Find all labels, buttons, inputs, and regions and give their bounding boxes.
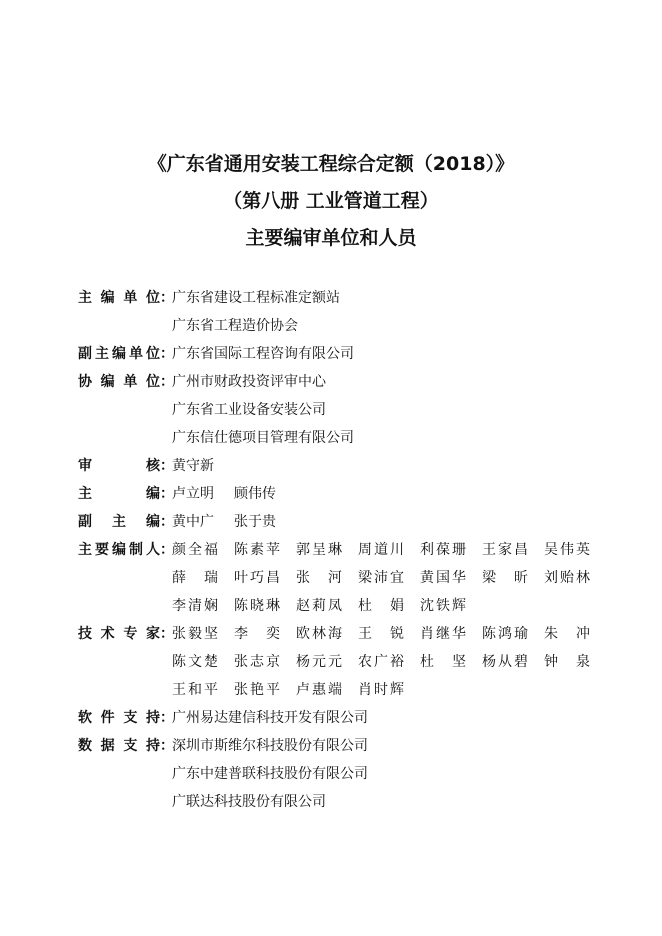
- entry-values: [172, 536, 618, 620]
- entry-value: 广东省工业设备安装公司: [172, 402, 326, 418]
- entry-label-colon: ：: [160, 290, 174, 306]
- entry-values: [172, 704, 618, 732]
- person-name: 郭呈琳: [296, 542, 342, 558]
- person-name: 陈鸿瑜: [482, 626, 528, 642]
- entry-label-text: 主要编制人: [78, 542, 160, 558]
- entry-label-text: 主编: [78, 486, 160, 502]
- name-line: [172, 480, 618, 508]
- entry-value: 广东省工程造价协会: [172, 318, 298, 334]
- person-name: 王和平: [172, 682, 218, 698]
- person-name: 梁沛宜: [358, 570, 404, 586]
- entry-values: [172, 340, 618, 368]
- entry-values: [172, 284, 618, 340]
- name-line: [172, 648, 618, 676]
- person-name: 李清娴: [172, 598, 218, 614]
- person-name: 钟泉: [544, 654, 590, 670]
- entry-label-colon: ：: [160, 738, 174, 754]
- name-line: [172, 620, 618, 648]
- title-block: [0, 146, 662, 257]
- name-line: [172, 536, 618, 564]
- entry-value: 广东省国际工程咨询有限公司: [172, 346, 354, 362]
- entry-label: [78, 732, 172, 816]
- person-name: 杜坚: [420, 654, 466, 670]
- person-name: 张于贵: [234, 514, 276, 530]
- entry-value: 广州市财政投资评审中心: [172, 374, 326, 390]
- entry-values: [172, 732, 618, 816]
- entry-values: [172, 452, 618, 480]
- name-line: [172, 508, 618, 536]
- entry-values: [172, 508, 618, 536]
- person-name: 黄国华: [420, 570, 466, 586]
- person-name: 张志京: [234, 654, 280, 670]
- entry-label: [78, 340, 172, 368]
- entry-label-colon: ：: [160, 710, 174, 726]
- entry-row: [78, 732, 618, 816]
- person-name: 肖时辉: [358, 682, 404, 698]
- entry-row: [78, 508, 618, 536]
- entry-label-colon: ：: [160, 374, 174, 390]
- entry-label: [78, 368, 172, 452]
- person-name: 颜全福: [172, 542, 218, 558]
- person-name: 叶巧昌: [234, 570, 280, 586]
- entry-value: 广州易达建信科技开发有限公司: [172, 710, 368, 726]
- entry-label-colon: ：: [160, 542, 174, 558]
- person-name: 顾伟传: [234, 486, 276, 502]
- name-line: [172, 564, 618, 592]
- person-name: 周道川: [358, 542, 404, 558]
- entry-value: 深圳市斯维尔科技股份有限公司: [172, 738, 368, 754]
- entry-row: [78, 704, 618, 732]
- entry-label-text: 副主编: [78, 514, 160, 530]
- entry-label: [78, 620, 172, 704]
- person-name: 陈素苹: [234, 542, 280, 558]
- entry-label-colon: ：: [160, 346, 174, 362]
- entry-label: [78, 284, 172, 340]
- person-name: 张河: [296, 570, 342, 586]
- person-name: 杜娟: [358, 598, 404, 614]
- entry-label-text: 主编单位: [78, 290, 160, 306]
- name-line: [172, 592, 618, 620]
- entry-value: 黄守新: [172, 458, 214, 474]
- entry-value: 广东信仕德项目管理有限公司: [172, 430, 354, 446]
- entry-values: [172, 620, 618, 704]
- entry-label-text: 副主编单位: [78, 346, 160, 362]
- entry-row: [78, 340, 618, 368]
- person-name: 薛瑞: [172, 570, 218, 586]
- entry-label-text: 数据支持: [78, 738, 160, 754]
- entry-label: [78, 508, 172, 536]
- person-name: 梁昕: [482, 570, 528, 586]
- entry-row: [78, 368, 618, 452]
- person-name: 肖继华: [420, 626, 466, 642]
- entry-values: [172, 368, 618, 452]
- person-name: 朱冲: [544, 626, 590, 642]
- entry-label-colon: ：: [160, 626, 174, 642]
- person-name: 杨元元: [296, 654, 342, 670]
- entry-label-colon: ：: [160, 486, 174, 502]
- entry-values: [172, 480, 618, 508]
- person-name: 刘贻林: [544, 570, 590, 586]
- entry-value: 广东中建普联科技股份有限公司: [172, 766, 368, 782]
- entry-label: [78, 480, 172, 508]
- person-name: 李奕: [234, 626, 280, 642]
- person-name: 沈铁辉: [420, 598, 466, 614]
- document-subtitle: （第八册 工业管道工程）: [223, 190, 439, 212]
- staff-list: [78, 284, 618, 816]
- person-name: 陈文楚: [172, 654, 218, 670]
- entry-label-text: 软件支持: [78, 710, 160, 726]
- person-name: 黄中广: [172, 514, 214, 530]
- person-name: 农广裕: [358, 654, 404, 670]
- entry-row: [78, 620, 618, 704]
- entry-value: 广东省建设工程标准定额站: [172, 290, 340, 306]
- entry-label-text: 审核: [78, 458, 160, 474]
- entry-label-text: 协编单位: [78, 374, 160, 390]
- person-name: 利葆珊: [420, 542, 466, 558]
- person-name: 王家昌: [482, 542, 528, 558]
- entry-label: [78, 536, 172, 620]
- person-name: 欧林海: [296, 626, 342, 642]
- entry-row: [78, 284, 618, 340]
- document-heading: 主要编审单位和人员: [245, 227, 417, 249]
- entry-label: [78, 452, 172, 480]
- person-name: 卢惠端: [296, 682, 342, 698]
- entry-label-text: 技术专家: [78, 626, 160, 642]
- entry-value: 广联达科技股份有限公司: [172, 794, 326, 810]
- entry-label-colon: ：: [160, 514, 174, 530]
- person-name: 吴伟英: [544, 542, 590, 558]
- document-title: 《广东省通用安装工程综合定额（2018）》: [147, 153, 515, 175]
- person-name: 杨从碧: [482, 654, 528, 670]
- name-line: [172, 676, 618, 704]
- person-name: 张艳平: [234, 682, 280, 698]
- person-name: 张毅坚: [172, 626, 218, 642]
- person-name: 卢立明: [172, 486, 214, 502]
- person-name: 王锐: [358, 626, 404, 642]
- entry-label-colon: ：: [160, 458, 174, 474]
- entry-row: [78, 536, 618, 620]
- person-name: 陈晓琳: [234, 598, 280, 614]
- entry-row: [78, 452, 618, 480]
- entry-label: [78, 704, 172, 732]
- person-name: 赵莉凤: [296, 598, 342, 614]
- entry-row: [78, 480, 618, 508]
